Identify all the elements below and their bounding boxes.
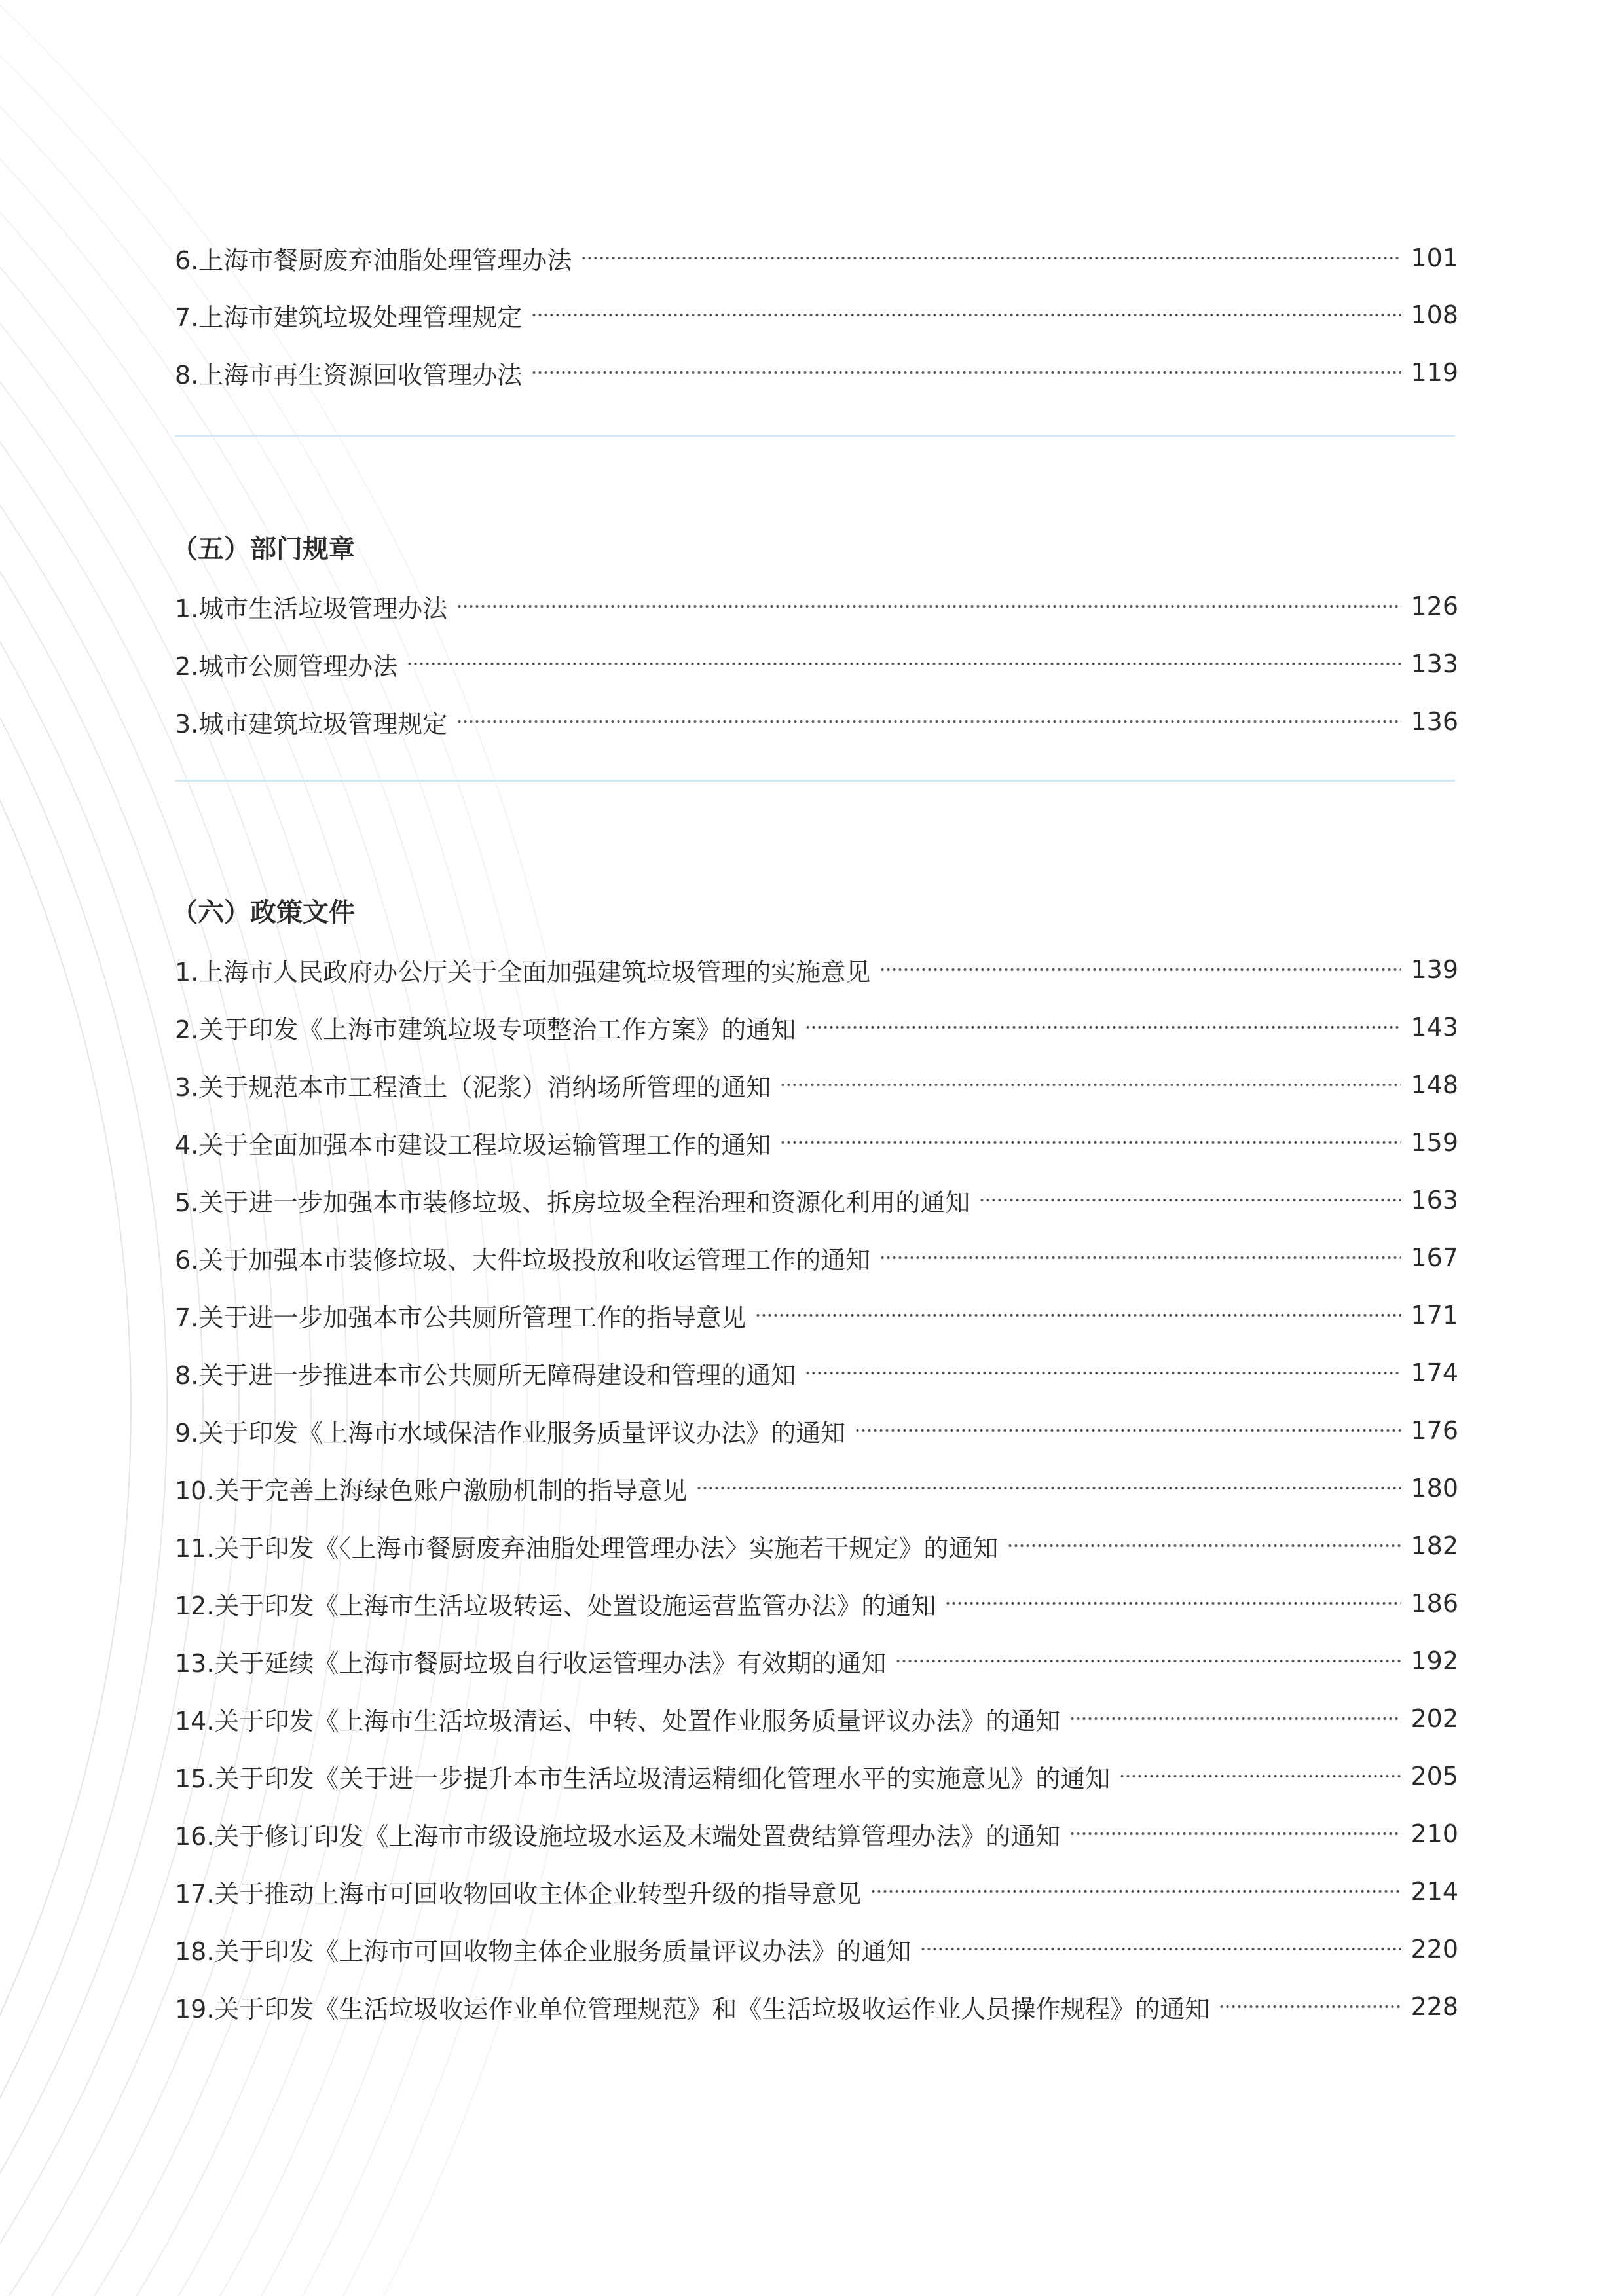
toc-entry-page: 228: [1411, 1992, 1458, 2021]
toc-entry-title: 1.城市生活垃圾管理办法: [175, 594, 448, 623]
toc-entry-title: 6.上海市餐厨废弃油脂处理管理办法: [175, 246, 572, 275]
dot-leader: [879, 1254, 1401, 1262]
dot-leader: [920, 1945, 1401, 1953]
decorative-arc: [0, 0, 203, 2296]
toc-entry[interactable]: [175, 1353, 1458, 1393]
toc-entry[interactable]: [175, 1525, 1458, 1566]
toc-entry-page: 167: [1411, 1243, 1458, 1272]
toc-entry-page: 220: [1411, 1935, 1458, 1963]
dot-leader: [581, 254, 1401, 262]
dot-leader: [879, 966, 1401, 974]
toc-entry[interactable]: [175, 701, 1458, 742]
toc-entry-title: 8.关于进一步推进本市公共厕所无障碍建设和管理的通知: [175, 1360, 796, 1390]
toc-entry[interactable]: [175, 949, 1458, 990]
toc-entry[interactable]: [175, 1065, 1458, 1105]
dot-leader: [895, 1657, 1401, 1665]
decorative-arc: [0, 0, 131, 2296]
section-heading: （五）部门规章: [172, 534, 355, 564]
dot-leader: [755, 1311, 1401, 1319]
toc-entry-title: 15.关于印发《关于进一步提升本市生活垃圾清运精细化管理水平的实施意见》的通知: [175, 1764, 1111, 1793]
toc-entry[interactable]: [175, 352, 1458, 393]
toc-entry-page: 133: [1411, 649, 1458, 678]
toc-entry-page: 202: [1411, 1704, 1458, 1733]
toc-entry-page: 148: [1411, 1070, 1458, 1099]
dot-leader: [870, 1887, 1401, 1895]
dot-leader: [945, 1599, 1401, 1607]
toc-entry-page: 174: [1411, 1358, 1458, 1387]
toc-entry-title: 9.关于印发《上海市水域保洁作业服务质量评议办法》的通知: [175, 1418, 846, 1448]
toc-entry-page: 205: [1411, 1762, 1458, 1791]
toc-entry-title: 14.关于印发《上海市生活垃圾清运、中转、处置作业服务质量评议办法》的通知: [175, 1706, 1061, 1736]
toc-entry[interactable]: [175, 295, 1458, 335]
toc-entry-page: 108: [1411, 301, 1458, 329]
toc-entry-page: 139: [1411, 955, 1458, 984]
toc-entry-title: 10.关于完善上海绿色账户激励机制的指导意见: [175, 1476, 688, 1505]
dot-leader: [805, 1023, 1401, 1031]
toc-entry[interactable]: [175, 1295, 1458, 1336]
decorative-arc: [0, 0, 167, 2296]
dot-leader: [780, 1081, 1401, 1089]
toc-entry-title: 1.上海市人民政府办公厅关于全面加强建筑垃圾管理的实施意见: [175, 957, 871, 987]
dot-leader: [979, 1196, 1401, 1204]
toc-entry[interactable]: [175, 586, 1458, 627]
toc-entry[interactable]: [175, 1180, 1458, 1220]
toc-entry-page: 163: [1411, 1186, 1458, 1214]
toc-entry-title: 11.关于印发《〈上海市餐厨废弃油脂处理管理办法〉实施若干规定》的通知: [175, 1533, 999, 1563]
toc-entry-title: 17.关于推动上海市可回收物回收主体企业转型升级的指导意见: [175, 1879, 862, 1908]
toc-entry-title: 8.上海市再生资源回收管理办法: [175, 360, 523, 390]
toc-entry[interactable]: [175, 1813, 1458, 1854]
toc-entry[interactable]: [175, 1410, 1458, 1451]
toc-entry[interactable]: [175, 1929, 1458, 1969]
toc-entry-title: 16.关于修订印发《上海市市级设施垃圾水运及末端处置费结算管理办法》的通知: [175, 1821, 1061, 1851]
toc-entry-title: 2.城市公厕管理办法: [175, 651, 398, 681]
dot-leader: [1219, 2003, 1401, 2011]
toc-entry[interactable]: [175, 1583, 1458, 1624]
dot-leader: [1069, 1830, 1401, 1838]
toc-entry-title: 2.关于印发《上海市建筑垃圾专项整治工作方案》的通知: [175, 1015, 796, 1044]
toc-entry-title: 7.上海市建筑垃圾处理管理规定: [175, 302, 523, 332]
toc-entry-page: 143: [1411, 1013, 1458, 1042]
dot-leader: [531, 311, 1401, 319]
toc-entry-page: 126: [1411, 592, 1458, 621]
toc-entry[interactable]: [175, 1871, 1458, 1912]
section-divider: [175, 435, 1455, 437]
toc-entry[interactable]: [175, 1756, 1458, 1796]
toc-entry-page: 214: [1411, 1877, 1458, 1906]
toc-entry[interactable]: [175, 238, 1458, 278]
toc-entry-page: 210: [1411, 1819, 1458, 1848]
toc-entry-page: 180: [1411, 1474, 1458, 1503]
toc-entry-page: 159: [1411, 1128, 1458, 1157]
section-divider: [175, 780, 1455, 782]
toc-entry-page: 176: [1411, 1416, 1458, 1445]
toc-entry-title: 12.关于印发《上海市生活垃圾转运、处置设施运营监管办法》的通知: [175, 1591, 936, 1620]
toc-entry-title: 7.关于进一步加强本市公共厕所管理工作的指导意见: [175, 1303, 747, 1332]
toc-entry-title: 13.关于延续《上海市餐厨垃圾自行收运管理办法》有效期的通知: [175, 1649, 887, 1678]
toc-entry-title: 4.关于全面加强本市建设工程垃圾运输管理工作的通知: [175, 1130, 771, 1159]
dot-leader: [407, 660, 1401, 668]
dot-leader: [855, 1427, 1401, 1434]
dot-leader: [1119, 1772, 1401, 1780]
toc-entry[interactable]: [175, 1007, 1458, 1048]
toc-entry[interactable]: [175, 1986, 1458, 2027]
dot-leader: [531, 369, 1401, 376]
dot-leader: [456, 602, 1401, 610]
toc-entry[interactable]: [175, 644, 1458, 684]
dot-leader: [1069, 1715, 1401, 1722]
dot-leader: [456, 718, 1401, 725]
toc-entry-title: 3.城市建筑垃圾管理规定: [175, 709, 448, 738]
toc-entry-title: 6.关于加强本市装修垃圾、大件垃圾投放和收运管理工作的通知: [175, 1245, 871, 1275]
dot-leader: [1007, 1542, 1401, 1550]
toc-entry-title: 5.关于进一步加强本市装修垃圾、拆房垃圾全程治理和资源化利用的通知: [175, 1188, 970, 1217]
dot-leader: [805, 1369, 1401, 1377]
toc-entry-page: 186: [1411, 1589, 1458, 1618]
toc-entry[interactable]: [175, 1698, 1458, 1739]
section-heading: （六）政策文件: [172, 898, 355, 928]
toc-entry-title: 18.关于印发《上海市可回收物主体企业服务质量评议办法》的通知: [175, 1937, 912, 1966]
toc-entry[interactable]: [175, 1237, 1458, 1278]
toc-entry-page: 101: [1411, 244, 1458, 272]
dot-leader: [696, 1484, 1401, 1492]
toc-entry-page: 136: [1411, 707, 1458, 736]
toc-entry[interactable]: [175, 1122, 1458, 1163]
toc-entry-title: 3.关于规范本市工程渣土（泥浆）消纳场所管理的通知: [175, 1072, 771, 1102]
toc-entry-page: 182: [1411, 1531, 1458, 1560]
dot-leader: [780, 1139, 1401, 1146]
toc-entry[interactable]: [175, 1468, 1458, 1508]
toc-entry[interactable]: [175, 1641, 1458, 1681]
toc-entry-page: 171: [1411, 1301, 1458, 1330]
toc-entry-page: 192: [1411, 1647, 1458, 1675]
toc-entry-page: 119: [1411, 358, 1458, 387]
toc-entry-title: 19.关于印发《生活垃圾收运作业单位管理规范》和《生活垃圾收运作业人员操作规程》的通知: [175, 1994, 1210, 2024]
